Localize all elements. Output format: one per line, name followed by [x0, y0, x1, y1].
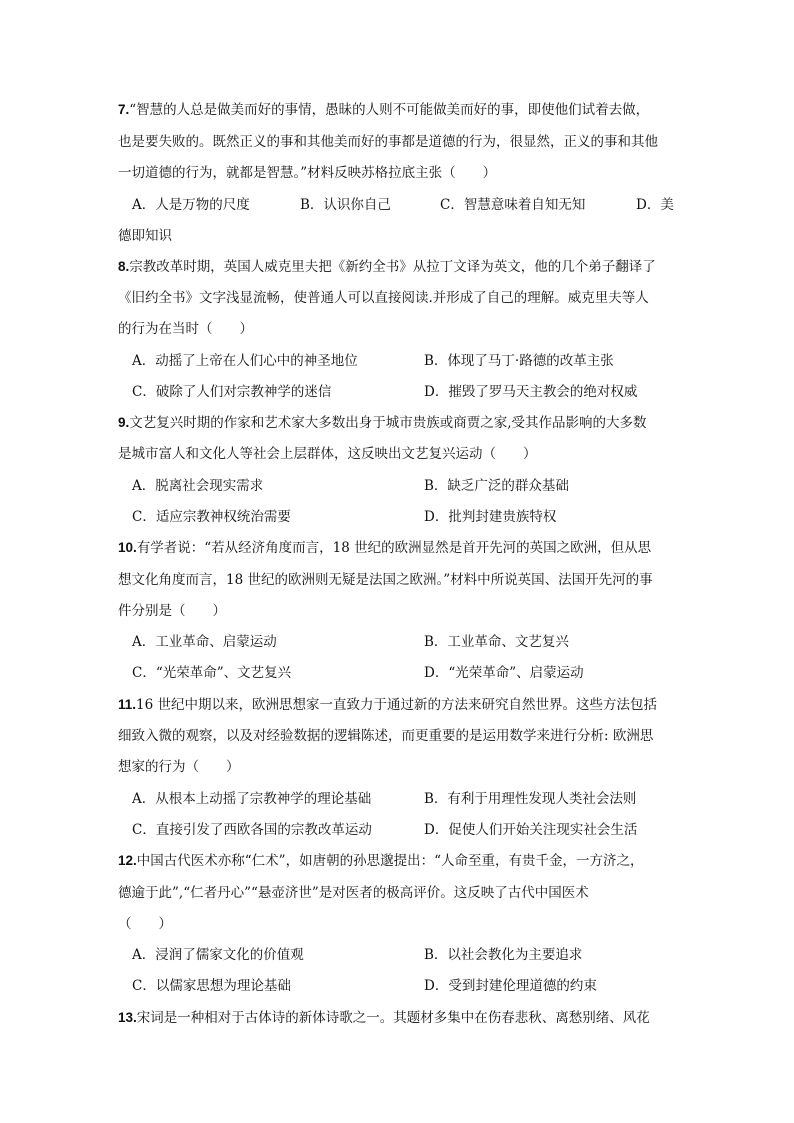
q12-line-3: （ ）	[118, 916, 172, 932]
q12-option-a: A．浸润了儒家文化的价值观	[132, 947, 304, 963]
q11-line-3: 想家的行为（ ）	[118, 759, 240, 775]
q9-line-1: 9.文艺复兴时期的作家和艺术家大多数出身于城市贵族或商贾之家,受其作品影响的大多数	[118, 415, 647, 431]
q9-number: 9.	[118, 415, 130, 430]
q9-option-c: C．适应宗教神权统治需要	[132, 509, 291, 525]
q7-line-2: 也是要失败的。既然正义的事和其他美而好的事都是道德的行为，很显然，正义的事和其他	[118, 134, 658, 150]
q10-number: 10.	[118, 540, 137, 555]
q8-line-3: 的行为在当时（ ）	[118, 321, 253, 337]
q13-number: 13.	[118, 1010, 137, 1025]
q11-line-2: 细致入微的观察，以及对经验数据的逻辑陈述，而更重要的是运用数学来进行分析: 欧洲思	[118, 728, 654, 744]
q8-option-a: A．动摇了上帝在人们心中的神圣地位	[132, 353, 358, 369]
q10-line-1: 10.有学者说：“若从经济角度而言，18 世纪的欧洲显然是首开先河的英国之欧洲，但从思	[118, 540, 652, 556]
q7-option-d-wrap: 德即知识	[118, 228, 172, 244]
q11-option-a: A．从根本上动摇了宗教神学的理论基础	[132, 791, 372, 807]
q9-option-a: A．脱离社会现实需求	[132, 478, 264, 494]
q10-option-b: B．工业革命、文艺复兴	[424, 634, 569, 650]
q12-line-2: 德逾于此”,“仁者丹心”“悬壶济世”是对医者的极高评价。这反映了古代中国医术	[118, 885, 589, 901]
q10-option-c: C．“光荣革命”、文艺复兴	[132, 665, 292, 681]
q9-option-b: B．缺乏广泛的群众基础	[424, 478, 569, 494]
q7-line-3: 一切道德的行为，就都是智慧。”材料反映苏格拉底主张（ ）	[118, 165, 497, 181]
q8-option-d: D．摧毁了罗马天主教会的绝对权威	[424, 384, 638, 400]
q10-line-2: 想文化角度而言，18 世纪的欧洲则无疑是法国之欧洲。”材料中所说英国、法国开先河的事	[118, 572, 653, 588]
q10-line-3: 件分别是（ ）	[118, 603, 226, 619]
q11-number: 11.	[118, 697, 137, 712]
q11-option-b: B．有利于用理性发现人类社会法则	[424, 791, 637, 807]
q11-line-1: 11.16 世纪中期以来，欧洲思想家一直致力于通过新的方法来研究自然世界。这些方法包括	[118, 697, 657, 713]
q12-number: 12.	[118, 853, 137, 868]
q7-line-1: 7.“智慧的人总是做美而好的事情，愚昧的人则不可能做美而好的事，即使他们试着去做，	[118, 102, 650, 118]
q10-option-a: A．工业革命、启蒙运动	[132, 634, 277, 650]
q8-line-1: 8.宗教改革时期，英国人威克里夫把《新约全书》从拉丁文译为英文，他的几个弟子翻译了	[118, 259, 656, 275]
q12-option-d: D．受到封建伦理道德的约束	[424, 978, 597, 994]
q8-number: 8.	[118, 259, 130, 274]
q13-line-1: 13.宋词是一种相对于古体诗的新体诗歌之一。其题材多集中在伤春悲秋、离愁别绪、风花	[118, 1010, 650, 1026]
q7-option-c: C．智慧意味着自知无知	[440, 197, 586, 213]
q11-option-c: C．直接引发了西欧各国的宗教改革运动	[132, 822, 372, 838]
q9-option-d: D．批判封建贵族特权	[424, 509, 557, 525]
q8-option-b: B．体现了马丁·路德的改革主张	[424, 353, 614, 369]
q12-option-b: B．以社会教化为主要追求	[424, 947, 583, 963]
q7-option-d: D．美	[636, 197, 674, 213]
q12-option-c: C．以儒家思想为理论基础	[132, 978, 291, 994]
q7-number: 7.	[118, 102, 130, 117]
q7-option-b: B．认识你自己	[300, 197, 391, 213]
q9-line-2: 是城市富人和文化人等社会上层群体，这反映出文艺复兴运动（ ）	[118, 446, 537, 462]
q8-option-c: C．破除了人们对宗教神学的迷信	[132, 384, 332, 400]
q7-option-a: A．人是万物的尺度	[132, 197, 250, 213]
q8-line-2: 《旧约全书》文字浅显流畅，使普通人可以直接阅读.并形成了自己的理解。威克里夫等人	[118, 290, 649, 306]
q11-option-d: D．促使人们开始关注现实社会生活	[424, 822, 638, 838]
q10-option-d: D．“光荣革命”、启蒙运动	[424, 665, 584, 681]
q12-line-1: 12.中国古代医术亦称“仁术”，如唐朝的孙思邈提出：“人命至重，有贵千金，一方济之，	[118, 853, 644, 869]
